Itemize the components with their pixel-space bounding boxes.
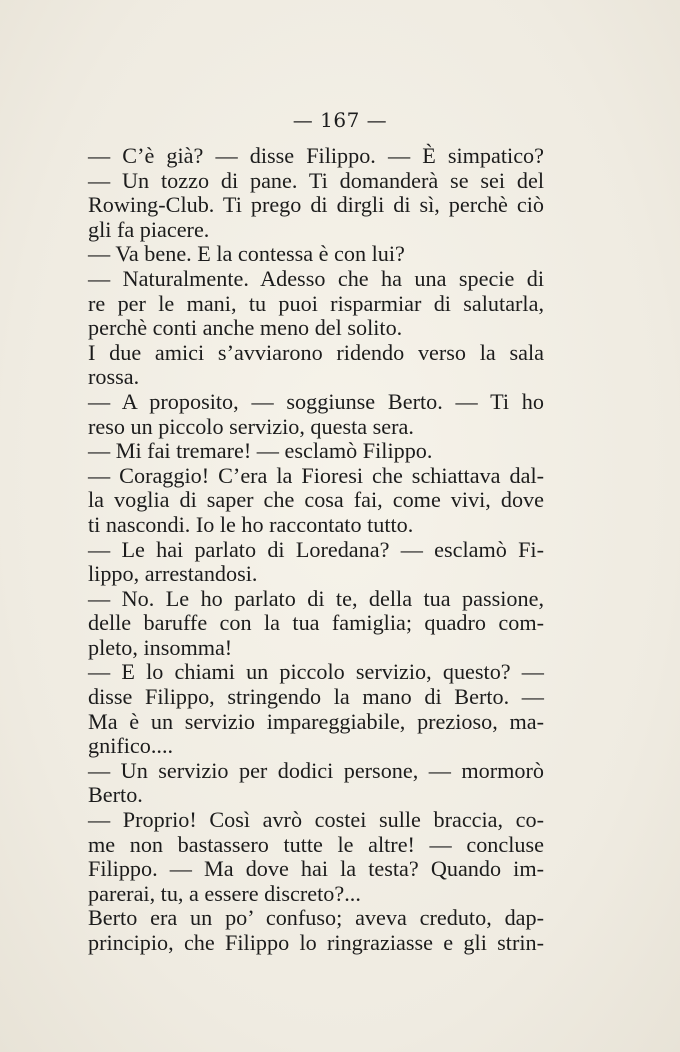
text-line: — C’è già? — disse Filippo. — È simpatico? (88, 143, 544, 168)
text-line: — No. Le ho parlato di te, della tua passione, (88, 585, 544, 611)
text-line: disse Filippo, stringendo la mano di Berto. — (88, 684, 544, 710)
text-line: — Va bene. E la contessa è con lui? (88, 241, 405, 267)
page-number: — 167 — (292, 108, 388, 132)
text-line: principio, che Filippo lo ringraziasse e gli strin- (88, 930, 544, 955)
text-line: reso un piccolo servizio, questa sera. (88, 413, 414, 439)
text-line: — Un tozzo di pane. Ti domanderà se sei del (88, 167, 544, 193)
text-line: ti nascondi. Io le ho raccontato tutto. (88, 511, 414, 537)
text-line: — Mi fai tremare! — esclamò Filippo. (88, 438, 433, 464)
text-line: — Naturalmente. Adesso che ha una specie di (88, 265, 544, 291)
text-line: perchè conti anche meno del solito. (88, 315, 403, 341)
text-line: I due amici s’avviarono ridendo verso la sala (88, 339, 544, 365)
text-line: Rowing-Club. Ti prego di dirgli di sì, perchè ciò (88, 192, 544, 218)
text-line: Berto era un po’ confuso; aveva creduto, dap- (88, 905, 544, 931)
text-line: — Un servizio per dodici persone, — mormorò (88, 757, 544, 783)
text-line: lippo, arrestandosi. (88, 561, 258, 587)
text-line: rossa. (88, 364, 140, 390)
text-line: re per le mani, tu puoi risparmiar di salutarla, (88, 290, 544, 316)
text-line: — Coraggio! C’era la Fioresi che schiattava dal- (88, 462, 544, 488)
text-line: delle baruffe con la tua famiglia; quadro com- (88, 610, 544, 636)
text-line: — A proposito, — soggiunse Berto. — Ti ho (88, 388, 544, 414)
text-line: gli fa piacere. (88, 216, 210, 242)
text-line: — E lo chiami un piccolo servizio, questo? — (88, 659, 544, 685)
text-line: Filippo. — Ma dove hai la testa? Quando im- (88, 856, 544, 882)
text-line: Ma è un servizio impareggiabile, prezioso, ma- (88, 708, 544, 734)
text-line: — Proprio! Così avrò costei sulle braccia, co- (88, 807, 544, 833)
body-text (88, 144, 544, 956)
text-line: — Le hai parlato di Loredana? — esclamò Fi- (88, 536, 544, 562)
text-line: parerai, tu, a essere discreto?... (88, 880, 361, 906)
text-line: gnifico.... (88, 733, 174, 759)
text-line: me non bastassero tutte le altre! — concluse (88, 831, 544, 857)
text-line: pleto, insomma! (88, 634, 233, 660)
text-line: la voglia di saper che cosa fai, come vivi, dove (88, 487, 544, 513)
text-line: Berto. (88, 782, 143, 808)
